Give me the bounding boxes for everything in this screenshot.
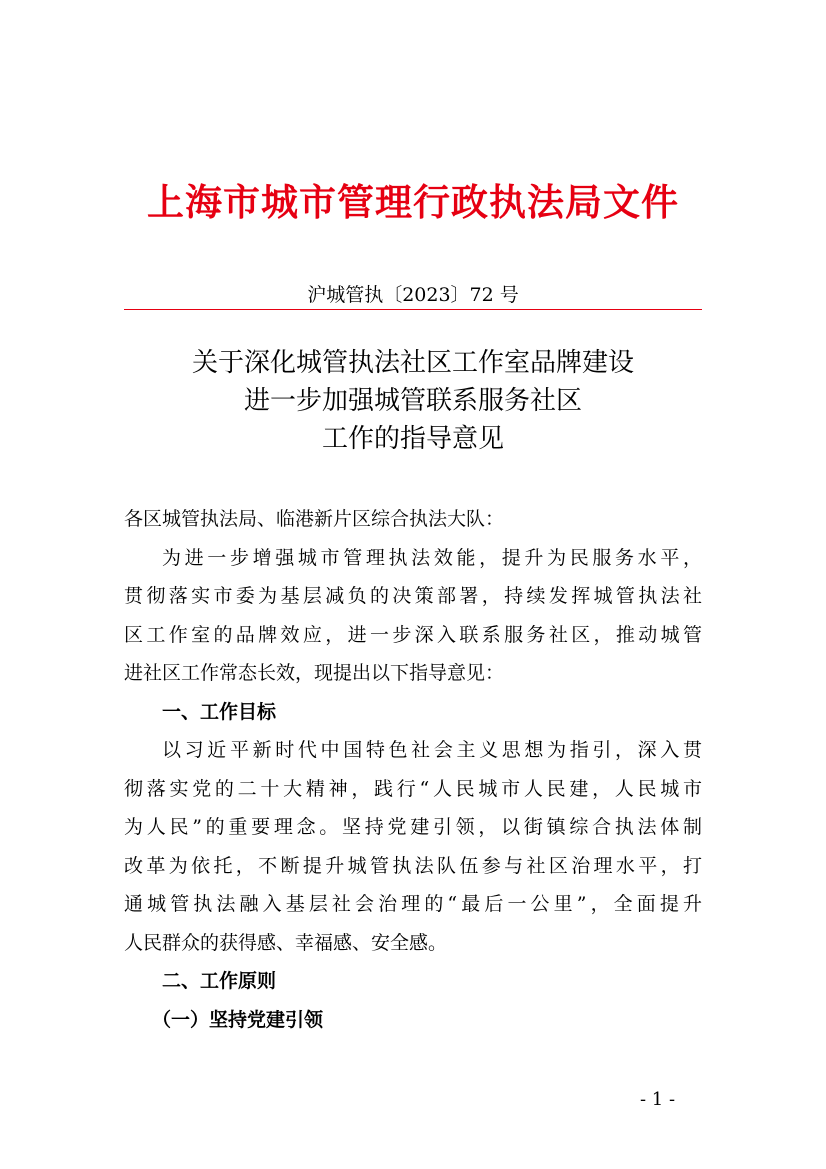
title-line-3: 工作的指导意见 [321,424,504,454]
red-divider-rule [124,309,702,310]
addressee-line: 各区城管执法局、临港新片区综合执法大队： [124,508,505,530]
goals-paragraph-line: 为人民”的重要理念。坚持党建引领，以街镇综合执法体制 [124,816,702,838]
section-heading-goals: 一、工作目标 [162,700,277,723]
intro-paragraph-line: 区工作室的品牌效应，进一步深入联系服务社区，推动城管 [124,623,702,646]
document-title [0,344,826,458]
goals-paragraph-line: 人民群众的获得感、幸福感、安全感。 [124,931,448,954]
subsection-heading-party-leadership: （一）坚持党建引领 [152,1008,324,1031]
page-number: - 1 - [640,1089,676,1110]
intro-paragraph-line: 进社区工作常态长效，现提出以下指导意见： [124,662,505,684]
intro-paragraph-line: 贯彻落实市委为基层减负的决策部署，持续发挥城管执法社 [124,585,702,607]
goals-paragraph-line: 彻落实党的二十大精神，践行“人民城市人民建，人民城市 [124,777,702,800]
title-line-1: 关于深化城管执法社区工作室品牌建设 [191,348,634,378]
document-masthead: 上海市城市管理行政执法局文件 [147,180,679,224]
title-line-2: 进一步加强城管联系服务社区 [243,386,582,416]
goals-paragraph-line: 通城管执法融入基层社会治理的“最后一公里”，全面提升 [124,893,702,915]
intro-paragraph-line: 为进一步增强城市管理执法效能，提升为民服务水平， [162,546,702,569]
document-body [124,500,702,1039]
document-number: 沪城管执〔2023〕72 号 [307,284,519,306]
goals-paragraph-line: 改革为依托，不断提升城管执法队伍参与社区治理水平，打 [124,854,702,877]
goals-paragraph-line: 以习近平新时代中国特色社会主义思想为指引，深入贯 [162,739,702,761]
section-heading-principles: 二、工作原则 [162,970,277,992]
